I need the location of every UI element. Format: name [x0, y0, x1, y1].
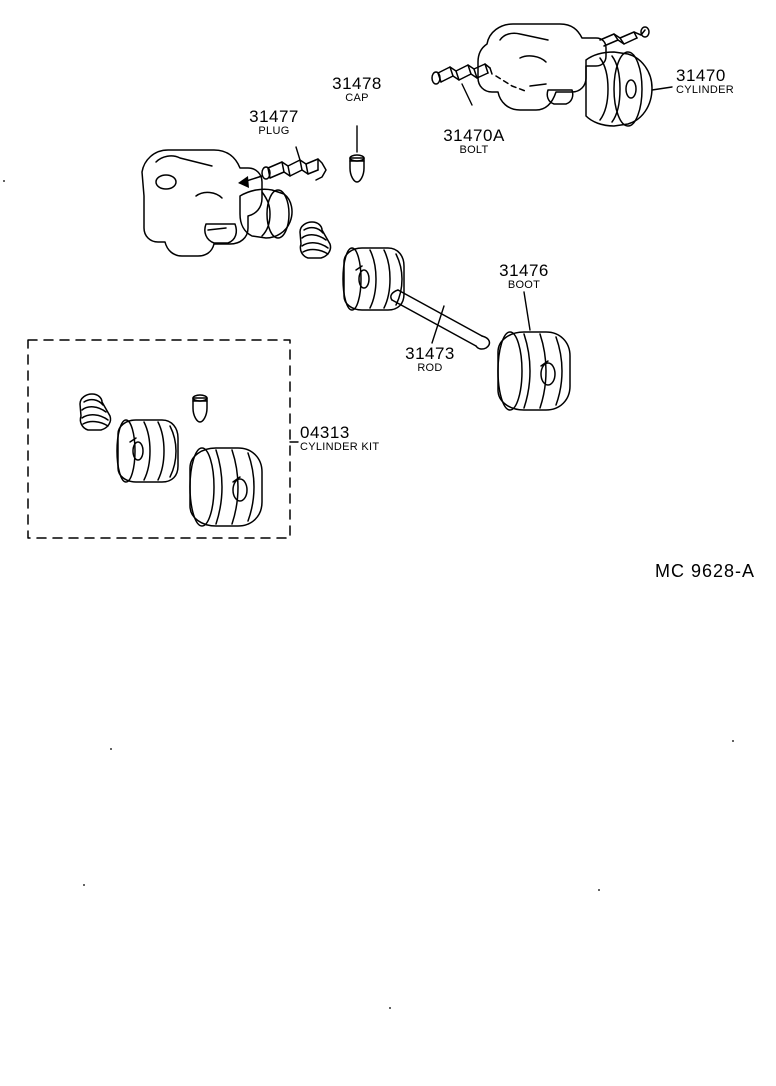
label-cap-desc: CAP [345, 91, 369, 104]
label-plug [214, 108, 334, 137]
label-bolt-number: 31470A [443, 126, 505, 145]
bolt-drawing [432, 64, 492, 84]
cylinder-kit-box [28, 340, 290, 538]
kit-piston-drawing [117, 420, 178, 482]
label-boot-number: 31476 [499, 261, 549, 280]
label-boot-desc: BOOT [507, 278, 541, 291]
label-bolt [415, 127, 533, 156]
small-boot-drawing [300, 222, 331, 258]
label-bolt-desc: BOLT [459, 143, 489, 156]
cylinder-housing-drawing [142, 150, 326, 256]
label-cylinder-number: 31470 [676, 66, 726, 85]
label-rod [375, 345, 485, 374]
kit-boot-drawing [190, 448, 262, 526]
label-cylinder-desc: CYLINDER [676, 83, 735, 96]
label-rod-desc: ROD [417, 361, 443, 374]
cap-drawing [350, 155, 364, 182]
label-cylinder-kit [300, 424, 450, 453]
label-cylinder-kit-desc: CYLINDER KIT [300, 440, 380, 453]
label-boot [468, 262, 580, 291]
label-cap [297, 75, 417, 104]
figure-code: MC 9628-A [655, 561, 756, 581]
label-cylinder-kit-number: 04313 [300, 423, 350, 442]
label-plug-number: 31477 [249, 107, 299, 126]
label-plug-desc: PLUG [258, 124, 290, 137]
piston-drawing [343, 248, 404, 310]
label-cylinder [676, 67, 776, 96]
boot-drawing [498, 332, 570, 410]
kit-cap-drawing [193, 395, 207, 422]
label-cap-number: 31478 [332, 74, 382, 93]
cylinder-assembly-drawing [478, 24, 652, 126]
kit-small-boot-drawing [80, 394, 111, 430]
label-rod-number: 31473 [405, 344, 455, 363]
